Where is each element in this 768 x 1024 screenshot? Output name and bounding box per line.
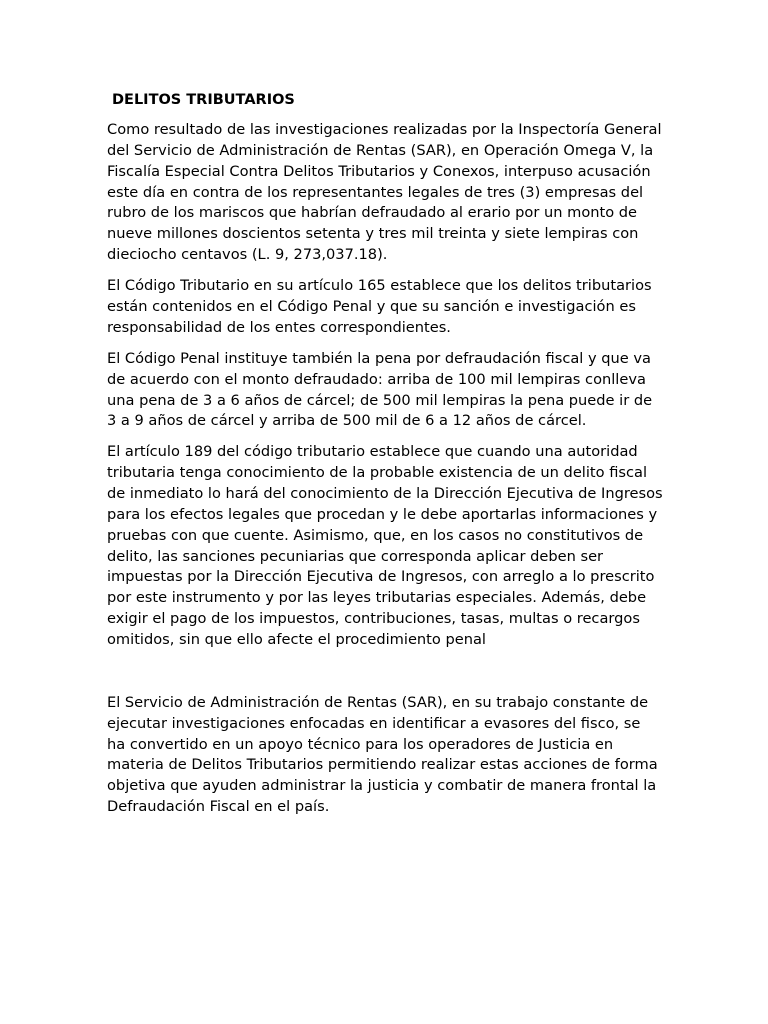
paragraph-sar-apoyo-tecnico: El Servicio de Administración de Rentas (SAR), en su trabajo constante de ejecutar investigaciones enfocadas en identificar a evasores del fisco, se ha convertido en un apoyo técnico para los operadores de Justicia en materia de Delitos Tributarios permitiendo realizar estas acciones de forma objetiva que ayuden administrar la justicia y combatir de manera frontal la Defraudación Fiscal en el país. xyxy=(107,693,658,816)
paragraph-codigo-penal-penas: El Código Penal instituye también la pena por defraudación fiscal y que va de acuerdo con el monto defraudado: arriba de 100 mil lempiras conlleva una pena de 3 a 6 años de cárcel; de 500 mil lempiras la pena puede ir de 3 a 9 años de cárcel y arriba de 500 mil de 6 a 12 años de cárcel. xyxy=(107,349,653,430)
paragraph-codigo-tributario-165: El Código Tributario en su artículo 165 establece que los delitos tributarios están contenidos en el Código Penal y que su sanción e investigación es responsabilidad de los entes correspondientes. xyxy=(107,277,652,336)
paragraph-articulo-189: El artículo 189 del código tributario establece que cuando una autoridad tributaria tenga conocimiento de la probable existencia de un delito fiscal de inmediato lo hará del conocimiento de la Dirección Ejecutiva de Ingresos para los efectos legales que procedan y le debe aportarlas informaciones y pruebas con que cuente. Asimismo, que, en los casos no constitutivos de delito, las sanciones pecuniarias que corresponda aplicar deben ser impuestas por la Dirección Ejecutiva de Ingresos, con arreglo a lo prescrito por este instrumento y por las leyes tributarias especiales. Además, debe exigir el pago de los impuestos, contribuciones, tasas, multas o recargos omitidos, sin que ello afecte el procedimiento penal xyxy=(107,443,663,648)
document-title: DELITOS TRIBUTARIOS xyxy=(112,92,295,108)
paragraph-sar-investigation: Como resultado de las investigaciones realizadas por la Inspectoría General del Servicio de Administración de Rentas (SAR), en Operación Omega V, la Fiscalía Especial Contra Delitos Tributarios y Conexos, interpuso acusación este día en contra de los representantes legales de tres (3) empresas del rubro de los mariscos que habrían defraudado al erario por un monto de nueve millones doscientos setenta y tres mil treinta y siete lempiras con dieciocho centavos (L. 9, 273,037.18). xyxy=(107,121,662,264)
document-body xyxy=(107,120,663,828)
